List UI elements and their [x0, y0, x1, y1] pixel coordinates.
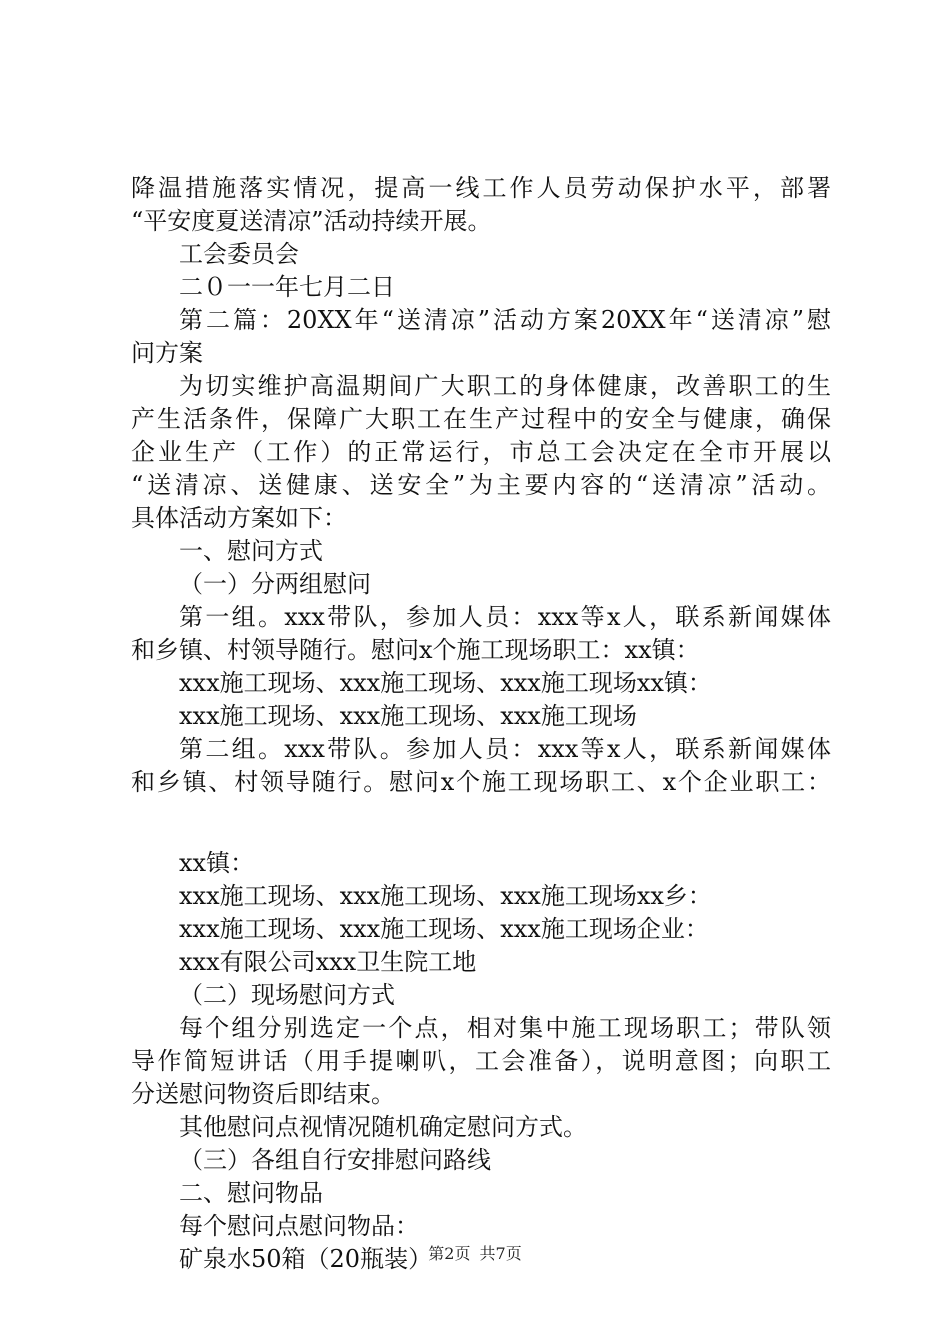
text-line: 企业生产（工作）的正常运行，市总工会决定在全市开展以 [131, 438, 831, 466]
subheading: （三）各组自行安排慰问路线 [179, 1146, 491, 1174]
text-line: xxx施工现场、xxx施工现场、xxx施工现场xx镇： [179, 669, 712, 697]
page-footer [0, 1244, 950, 1264]
text-line: 第一组。xxx带队，参加人员：xxx等x人，联系新闻媒体 [179, 603, 831, 631]
text-line: xxx施工现场、xxx施工现场、xxx施工现场xx乡： [179, 882, 712, 910]
text-line: 每个慰问点慰问物品： [179, 1212, 419, 1240]
text-line: 导作简短讲话（用手提喇叭，工会准备），说明意图；向职工 [131, 1047, 831, 1075]
text-line: “平安度夏送清凉”活动持续开展。 [131, 207, 492, 235]
text-line: 和乡镇、村领导随行。慰问x个施工现场职工、x个企业职工： [131, 768, 831, 796]
text-line: 分送慰问物资后即结束。 [131, 1080, 395, 1108]
page-total: 共7页 [479, 1244, 522, 1263]
text-line: xxx施工现场、xxx施工现场、xxx施工现场企业： [179, 915, 709, 943]
text-line: 具体活动方案如下： [131, 504, 347, 532]
text-line: 其他慰问点视情况随机确定慰问方式。 [179, 1113, 587, 1141]
signature-org: 工会委员会 [179, 240, 299, 268]
text-line: 产生活条件，保障广大职工在生产过程中的安全与健康，确保 [131, 405, 831, 433]
document-body [131, 172, 831, 1276]
section-heading: 第二篇：20XX年“送清凉”活动方案20XX年“送清凉”慰 [179, 306, 831, 334]
text-line: 和乡镇、村领导随行。慰问x个施工现场职工：xx镇： [131, 636, 700, 664]
text-line: 降温措施落实情况，提高一线工作人员劳动保护水平，部署 [131, 174, 831, 202]
section-heading-cont: 问方案 [131, 339, 203, 367]
text-line: 第二组。xxx带队。参加人员：xxx等x人，联系新闻媒体 [179, 735, 831, 763]
text-line: 每个组分别选定一个点，相对集中施工现场职工；带队领 [179, 1014, 831, 1042]
subheading: （二）现场慰问方式 [179, 981, 395, 1009]
text-line: xx镇： [179, 849, 255, 877]
paragraph-gap [131, 799, 831, 847]
signature-date: 二０一一年七月二日 [179, 273, 395, 301]
text-line: xxx有限公司xxx卫生院工地 [179, 948, 477, 976]
text-line: 为切实维护高温期间广大职工的身体健康，改善职工的生 [179, 372, 831, 400]
text-line: 矿泉水50箱（20瓶装） [179, 1245, 433, 1273]
subheading: （一）分两组慰问 [179, 570, 371, 598]
page-number: 第2页 [428, 1244, 471, 1263]
text-line: “送清凉、送健康、送安全”为主要内容的“送清凉”活动。 [131, 471, 831, 499]
subheading: 二、慰问物品 [179, 1179, 323, 1207]
text-line: xxx施工现场、xxx施工现场、xxx施工现场 [179, 702, 637, 730]
subheading: 一、慰问方式 [179, 537, 323, 565]
